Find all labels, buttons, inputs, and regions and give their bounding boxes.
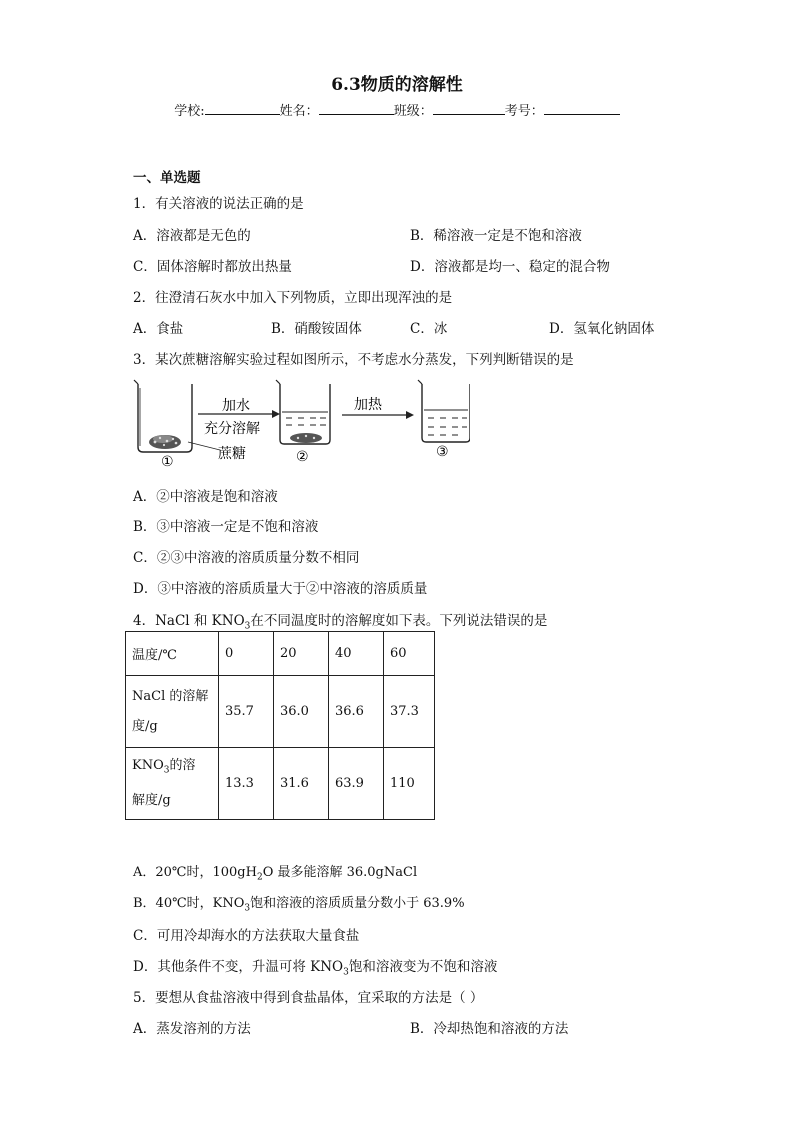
- solubility-table: [125, 631, 435, 820]
- q2-option-c: C．冰: [410, 321, 448, 337]
- class-blank[interactable]: [433, 102, 505, 115]
- table-cell: 110: [384, 748, 435, 820]
- q3-option-d: D．③中溶液的溶质质量大于②中溶液的溶质质量: [133, 581, 428, 597]
- q4-option-d: D．其他条件不变，升温可将 $KNO_3$饱和溶液变为不饱和溶液: [133, 959, 498, 978]
- class-label: 班级：: [393, 104, 433, 119]
- table-cell: 31.6: [274, 748, 329, 820]
- q4-option-c: C．可用冷却海水的方法获取大量食盐: [133, 928, 360, 944]
- label-dissolve: 充分溶解: [204, 421, 260, 437]
- table-cell: 37.3: [384, 676, 435, 748]
- label-sugar: 蔗糖: [218, 446, 246, 462]
- q4-option-b: B．40℃时，$KNO_3$饱和溶液的溶质质量分数小于 63.9%: [133, 896, 465, 914]
- q5-option-b: B．冷却热饱和溶液的方法: [410, 1021, 569, 1037]
- school-blank[interactable]: [205, 102, 280, 115]
- school-label: 学校:: [174, 104, 205, 119]
- q3-stem: 3．某次蔗糖溶解实验过程如图所示，不考虑水分蒸发，下列判断错误的是: [133, 352, 574, 368]
- exam-no-blank[interactable]: [544, 102, 620, 115]
- q2-option-b: B．硝酸铵固体: [271, 321, 362, 337]
- table-row-label-nacl: NaCl 的溶解 度/g: [126, 676, 219, 748]
- label-n1: ①: [161, 454, 174, 470]
- table-cell: 35.7: [219, 676, 274, 748]
- table-row-nacl: [126, 676, 435, 748]
- name-blank[interactable]: [319, 102, 394, 115]
- table-cell: 60: [384, 632, 435, 676]
- exam-no-label: 考号：: [504, 104, 544, 119]
- q5-stem: 5．要想从食盐溶液中得到食盐晶体，宜采取的方法是（ ）: [133, 990, 484, 1006]
- beaker-3: [418, 380, 470, 442]
- q3-option-b: B．③中溶液一定是不饱和溶液: [133, 519, 319, 535]
- label-n3: ③: [436, 444, 449, 460]
- table-cell: 13.3: [219, 748, 274, 820]
- section-heading: 一、单选题: [133, 170, 201, 186]
- table-cell: 36.0: [274, 676, 329, 748]
- table-cell: 0: [219, 632, 274, 676]
- q2-option-a: A．食盐: [133, 321, 184, 337]
- table-cell: 63.9: [329, 748, 384, 820]
- label-heat: 加热: [354, 397, 382, 413]
- q4-option-a: A．20℃时，$100gH_2O$ 最多能溶解 36.0gNaCl: [133, 865, 418, 883]
- beaker-1: [134, 380, 192, 452]
- table-cell: 40: [329, 632, 384, 676]
- table-header-temperature: 温度/℃: [126, 632, 219, 676]
- q3-option-c: C．②③中溶液的溶质质量分数不相同: [133, 550, 360, 566]
- dissolution-diagram: [130, 372, 470, 472]
- table-cell: 20: [274, 632, 329, 676]
- q5-option-a: A．蒸发溶剂的方法: [133, 1021, 251, 1037]
- q1-option-b: B．稀溶液一定是不饱和溶液: [410, 228, 582, 244]
- q1-option-c: C．固体溶解时都放出热量: [133, 259, 292, 275]
- table-row-label-kno3: $KNO_3$的溶 解度/g: [126, 748, 219, 820]
- q1-option-a: A．溶液都是无色的: [133, 228, 251, 244]
- q3-option-a: A．②中溶液是饱和溶液: [133, 489, 278, 505]
- table-cell: 36.6: [329, 676, 384, 748]
- beaker-2: [276, 380, 330, 444]
- label-n2: ②: [296, 449, 309, 465]
- table-row-temperature: [126, 632, 435, 676]
- q2-stem: 2．往澄清石灰水中加入下列物质，立即出现浑浊的是: [133, 290, 453, 306]
- student-info-line: [0, 100, 794, 119]
- label-add-water: 加水: [222, 398, 250, 414]
- table-row-kno3: [126, 748, 435, 820]
- sugar-pointer: [188, 442, 220, 450]
- q2-option-d: D．氢氧化钠固体: [549, 321, 655, 337]
- q1-stem: 1．有关溶液的说法正确的是: [133, 196, 304, 212]
- q1-option-d: D．溶液都是均一、稳定的混合物: [410, 259, 610, 275]
- name-label: 姓名：: [279, 104, 319, 119]
- page-title: 6.3物质的溶解性: [331, 75, 463, 95]
- q4-stem: 4．NaCl 和 $KNO_3$在不同温度时的溶解度如下表。下列说法错误的是: [133, 613, 548, 632]
